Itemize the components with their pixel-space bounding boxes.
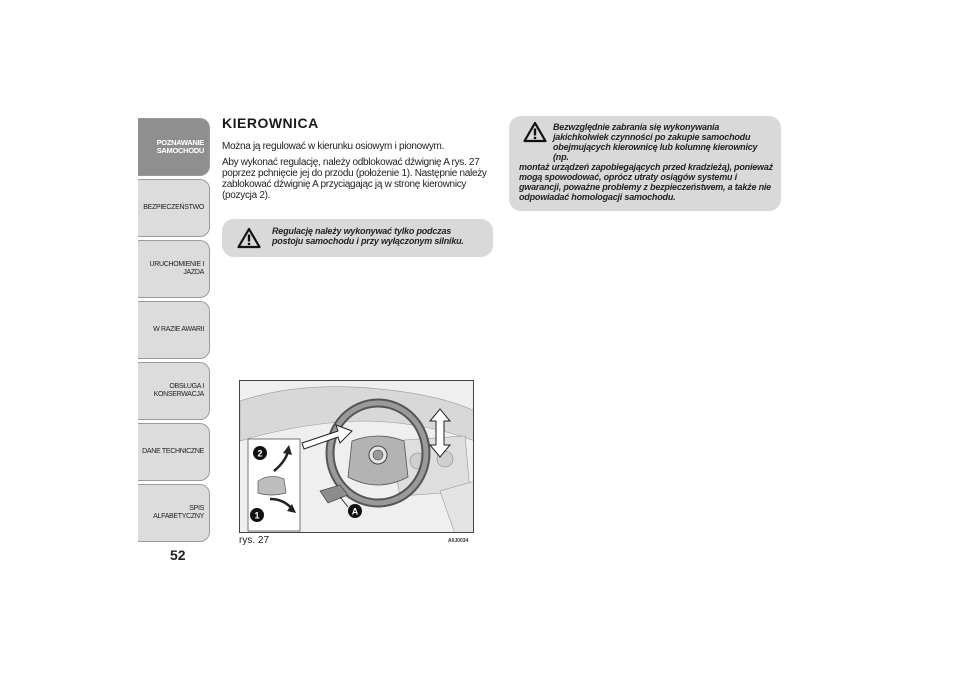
callout-2-label: 2: [257, 448, 263, 459]
tab-poznawanie-samochodu[interactable]: [138, 118, 210, 176]
tab-dane-techniczne[interactable]: [138, 423, 210, 481]
tab-label: SPIS ALFABETYCZNY: [153, 505, 204, 520]
tab-uruchomienie-i-jazda[interactable]: [138, 240, 210, 298]
figure-code: A0J0034: [448, 538, 469, 544]
steering-wheel-illustration: [240, 381, 474, 533]
warning-text: Regulację należy wykonywać tylko podczas postoju samochodu i przy wyłączonym silniku.: [272, 226, 464, 246]
tab-label: POZNAWANIE SAMOCHODU: [156, 138, 204, 155]
paragraph: Aby wykonać regulację, należy odblokować dźwignię A rys. 27 poprzez pchnięcie jej do przodu (położenie 1). Następnie należy zablokować dźwignię A przyciągając ją w stronę kierownicy (pozycja 2).: [222, 157, 487, 201]
tab-label: URUCHOMIENIE I JAZDA: [149, 261, 204, 276]
warning-box: [222, 219, 493, 257]
page-number: 52: [170, 547, 186, 563]
tab-label: DANE TECHNICZNE: [142, 448, 204, 455]
tab-label: W RAZIE AWARII: [153, 326, 204, 333]
tab-label: BEZPIECZEŃSTWO: [143, 204, 204, 211]
tab-obsluga-i-konserwacja[interactable]: [138, 362, 210, 420]
steering-wheel-figure: [239, 380, 474, 533]
tab-w-razie-awarii[interactable]: [138, 301, 210, 359]
warning-box: [509, 116, 781, 211]
warning-triangle-icon: [523, 121, 547, 143]
tab-label: OBSŁUGA I KONSERWACJA: [153, 383, 204, 398]
figure-caption: rys. 27: [239, 535, 270, 546]
tab-bezpieczenstwo[interactable]: [138, 179, 210, 237]
callout-1-label: 1: [254, 510, 260, 521]
callout-a-label: A: [351, 506, 359, 517]
warning-triangle-icon: [237, 227, 261, 249]
section-title: KIEROWNICA: [222, 115, 319, 131]
tab-spis-alfabetyczny[interactable]: [138, 484, 210, 542]
paragraph: Można ją regulować w kierunku osiowym i pionowym.: [222, 141, 445, 152]
warning-text: montaż urządzeń zapobiegających przed kradzieżą), ponieważ mogą spowodować, oprócz utraty osiągów systemu i gwarancji, poważne problemy z bezpieczeństwem, a także nie odpowiadać homologacji samochodu.: [519, 162, 773, 202]
warning-text: Bezwzględnie zabrania się wykonywania jakichkolwiek czynności po zakupie samochodu obejmujących kierownicę lub kolumnę kierownicy (np.: [553, 122, 758, 162]
